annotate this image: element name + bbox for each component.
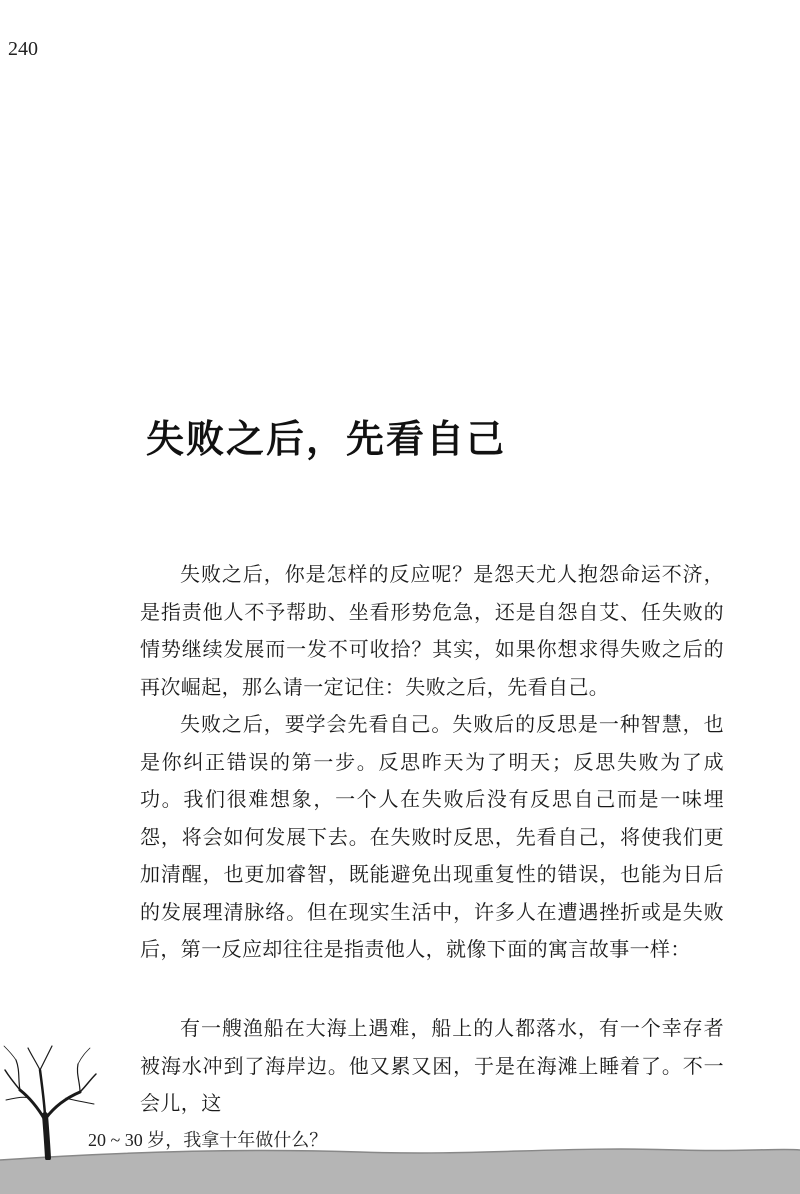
paragraph: 失败之后，要学会先看自己。失败后的反思是一种智慧，也是你纠正错误的第一步。反思昨天为了明天；反思失败为了成功。我们很难想象，一个人在失败后没有反思自己而是一味埋怨，将会如何发展下去。在失败时反思，先看自己，将使我们更加清醒，也更加睿智，既能避免出现重复性的错误，也能为日后的发展理清脉络。但在现实生活中，许多人在遭遇挫折或是失败后，第一反应却往往是指责他人，就像下面的寓言故事一样： xyxy=(140,712,724,961)
chapter-title: 失败之后，先看自己 xyxy=(146,417,507,461)
tree-illustration xyxy=(0,1040,100,1160)
story-paragraph: 有一艘渔船在大海上遇难，船上的人都落水，有一个幸存者被海水冲到了海岸边。他又累又困，于是在海滩上睡着了。不一会儿，这 xyxy=(140,1016,724,1115)
paragraph: 失败之后，你是怎样的反应呢？是怨天尤人抱怨命运不济，是指责他人不予帮助、坐看形势危急，还是自怨自艾、任失败的情势继续发展而一发不可收拾？其实，如果你想求得失败之后的再次崛起，那么请一定记住：失败之后，先看自己。 xyxy=(140,562,724,699)
page-number: 240 xyxy=(8,38,38,60)
book-title-footer: 20 ~ 30 岁，我拿十年做什么？ xyxy=(88,1130,328,1150)
story-text xyxy=(140,1010,724,1123)
main-text xyxy=(140,556,724,969)
